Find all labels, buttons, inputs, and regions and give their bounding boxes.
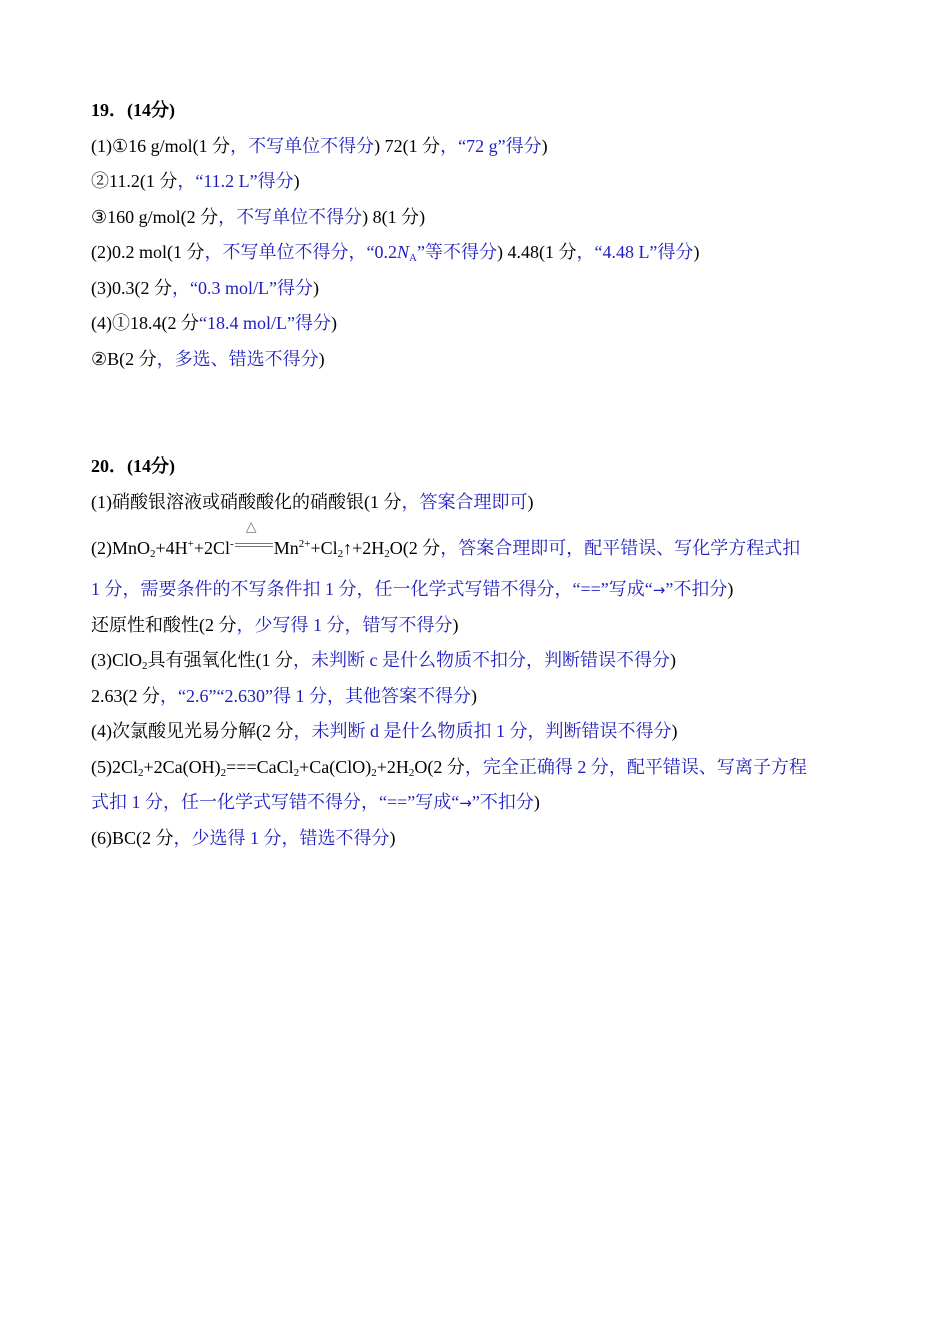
avogadro-subscript: A <box>409 252 417 264</box>
q20-answer-2-equation <box>91 520 866 572</box>
question-20-title: 20．(14分) <box>91 456 175 476</box>
formula-text: +4H <box>155 538 188 558</box>
answer-text: (1)硝酸银溶液或硝酸酸化的硝酸银(1 分 <box>91 491 402 512</box>
formula-text: +2Ca(OH) <box>143 756 221 777</box>
answer-text: ③160 g/mol(2 分 <box>91 206 219 227</box>
equals-bar <box>235 543 273 544</box>
formula-text: ===CaCl <box>226 756 294 777</box>
answer-text: ) <box>693 242 700 262</box>
answer-text: ) <box>389 827 396 848</box>
grading-note: ，多选、错选不得分 <box>156 348 319 369</box>
question-20-block <box>91 449 866 856</box>
grading-note: ，答案合理即可，配平错误、写化学方程式扣 <box>440 538 801 558</box>
question-19-block <box>91 93 866 377</box>
grading-note: ，未判断 d 是什么物质扣 1 分，判断错误不得分 <box>293 721 672 741</box>
superscript: - <box>230 538 234 550</box>
subscript: 2 <box>220 766 227 779</box>
answer-text: ) <box>727 579 734 599</box>
grading-note: ，不写单位不得分 <box>218 206 363 227</box>
answer-text: ) 4.48(1 分 <box>496 242 577 262</box>
answer-text: 2.63(2 分 <box>91 685 160 706</box>
formula-text: O(2 分 <box>414 756 465 777</box>
q20-answer-2-note <box>91 572 866 608</box>
subscript: 2 <box>150 548 156 560</box>
grading-note: ，“4.48 L”得分 <box>576 242 694 262</box>
avogadro-symbol: N <box>396 242 409 262</box>
q20-answer-2-property <box>91 608 866 644</box>
grading-note: ，少写得 1 分，错写不得分 <box>236 614 453 635</box>
grading-note: ”不扣分 <box>471 792 534 812</box>
subscript: 2 <box>337 548 344 560</box>
answer-text: ) <box>318 348 325 369</box>
answer-text: (3)0.3(2 分 <box>91 277 172 298</box>
subscript: 2 <box>142 660 148 672</box>
answer-text: (4)次氯酸见光易分解(2 分 <box>91 721 294 741</box>
answer-text: ) <box>452 614 459 635</box>
answer-text: 具有强氧化性(1 分 <box>147 650 293 670</box>
grading-note: ，未判断 c 是什么物质不扣分，判断错误不得分 <box>293 650 670 670</box>
answer-text: (6)BC(2 分 <box>91 827 174 848</box>
answer-text: ) <box>670 650 676 670</box>
grading-note: ，“11.2 L”得分 <box>177 171 294 191</box>
formula-text: (3)ClO <box>91 650 142 670</box>
q20-answer-3-2 <box>91 679 866 715</box>
grading-note: ，不写单位不得分 <box>230 135 375 156</box>
grading-note-part: ”等不得分 <box>416 242 497 262</box>
q19-answer-3 <box>91 271 866 307</box>
answer-text: (4)①18.4(2 分 <box>91 313 199 333</box>
subscript: 2 <box>408 766 415 779</box>
answer-text: (1)①16 g/mol(1 分 <box>91 135 231 156</box>
grading-note: ，“72 g”得分 <box>440 135 542 156</box>
q20-answer-5-note <box>91 785 866 821</box>
grading-note: ，“2.6”“2.630”得 1 分，其他答案不得分 <box>160 685 471 706</box>
grading-note: ，答案合理即可 <box>401 491 528 512</box>
answer-text: ) <box>541 135 548 156</box>
arrow-icon: → <box>652 581 666 599</box>
heat-triangle-icon: △ <box>245 519 257 535</box>
answer-text: ) <box>470 685 477 706</box>
q20-answer-3-1 <box>91 643 866 679</box>
grading-note: 式扣 1 分，任一化学式写错不得分，“==”写成“ <box>91 792 460 812</box>
answer-text: ②B(2 分 <box>91 348 157 369</box>
subscript: 2 <box>384 548 390 560</box>
answer-text: ) <box>330 313 337 333</box>
q20-answer-6 <box>91 821 866 857</box>
formula-text: +2H <box>376 756 409 777</box>
answer-text: ) <box>527 491 534 512</box>
subscript: 2 <box>138 766 144 779</box>
answer-text: ) <box>671 721 678 741</box>
formula-text: O(2 分 <box>389 538 441 558</box>
grading-note: ，少选得 1 分，错选不得分 <box>173 827 390 848</box>
grading-note: ，“0.3 mol/L”得分 <box>171 277 313 298</box>
answer-text: ) 72(1 分 <box>374 135 441 156</box>
superscript: 2+ <box>298 538 311 550</box>
formula-text: (5)2Cl <box>91 756 138 777</box>
arrow-icon: → <box>459 794 472 812</box>
formula-text: +2Cl <box>193 538 231 558</box>
formula-text: +Ca(ClO) <box>299 756 372 777</box>
grading-note-part: ，不写单位不得分，“0.2 <box>204 242 397 262</box>
question-19-title: 19．(14分) <box>91 100 175 120</box>
answer-text: (2)0.2 mol(1 分 <box>91 242 205 262</box>
q19-answer-2 <box>91 235 866 271</box>
formula-text: ↑+2H <box>343 538 385 558</box>
subscript: 2 <box>371 766 377 779</box>
answer-text: ) <box>533 792 540 812</box>
q20-answer-5-equation <box>91 750 866 786</box>
answer-text: ) <box>293 171 300 191</box>
answer-text: ) <box>312 277 319 298</box>
answer-text: ) 8(1 分) <box>362 206 426 227</box>
q19-answer-1-3 <box>91 200 866 236</box>
q20-answer-1 <box>91 485 866 521</box>
heating-condition-sign <box>235 519 273 554</box>
formula-text: (2)MnO <box>91 538 150 558</box>
grading-note: 1 分，需要条件的不写条件扣 1 分，任一化学式写错不得分，“==”写成“ <box>91 579 653 599</box>
q19-answer-1-1 <box>91 129 866 165</box>
formula-text: +Cl <box>310 538 338 558</box>
answer-text: 还原性和酸性(2 分 <box>91 614 237 635</box>
grading-note: ，完全正确得 2 分，配平错误、写离子方程 <box>464 756 807 777</box>
equals-bar <box>235 546 273 547</box>
grading-note: ”不扣分 <box>665 579 728 599</box>
q19-answer-1-2 <box>91 164 866 200</box>
q20-answer-4 <box>91 714 866 750</box>
formula-text: Mn <box>273 538 299 558</box>
subscript: 2 <box>293 766 300 779</box>
answer-text: ②11.2(1 分 <box>91 171 178 191</box>
superscript: + <box>187 538 194 550</box>
grading-note: “18.4 mol/L”得分 <box>198 313 331 333</box>
grading-note <box>204 242 496 262</box>
q19-answer-4-1 <box>91 306 866 342</box>
q19-answer-4-2 <box>91 342 866 378</box>
